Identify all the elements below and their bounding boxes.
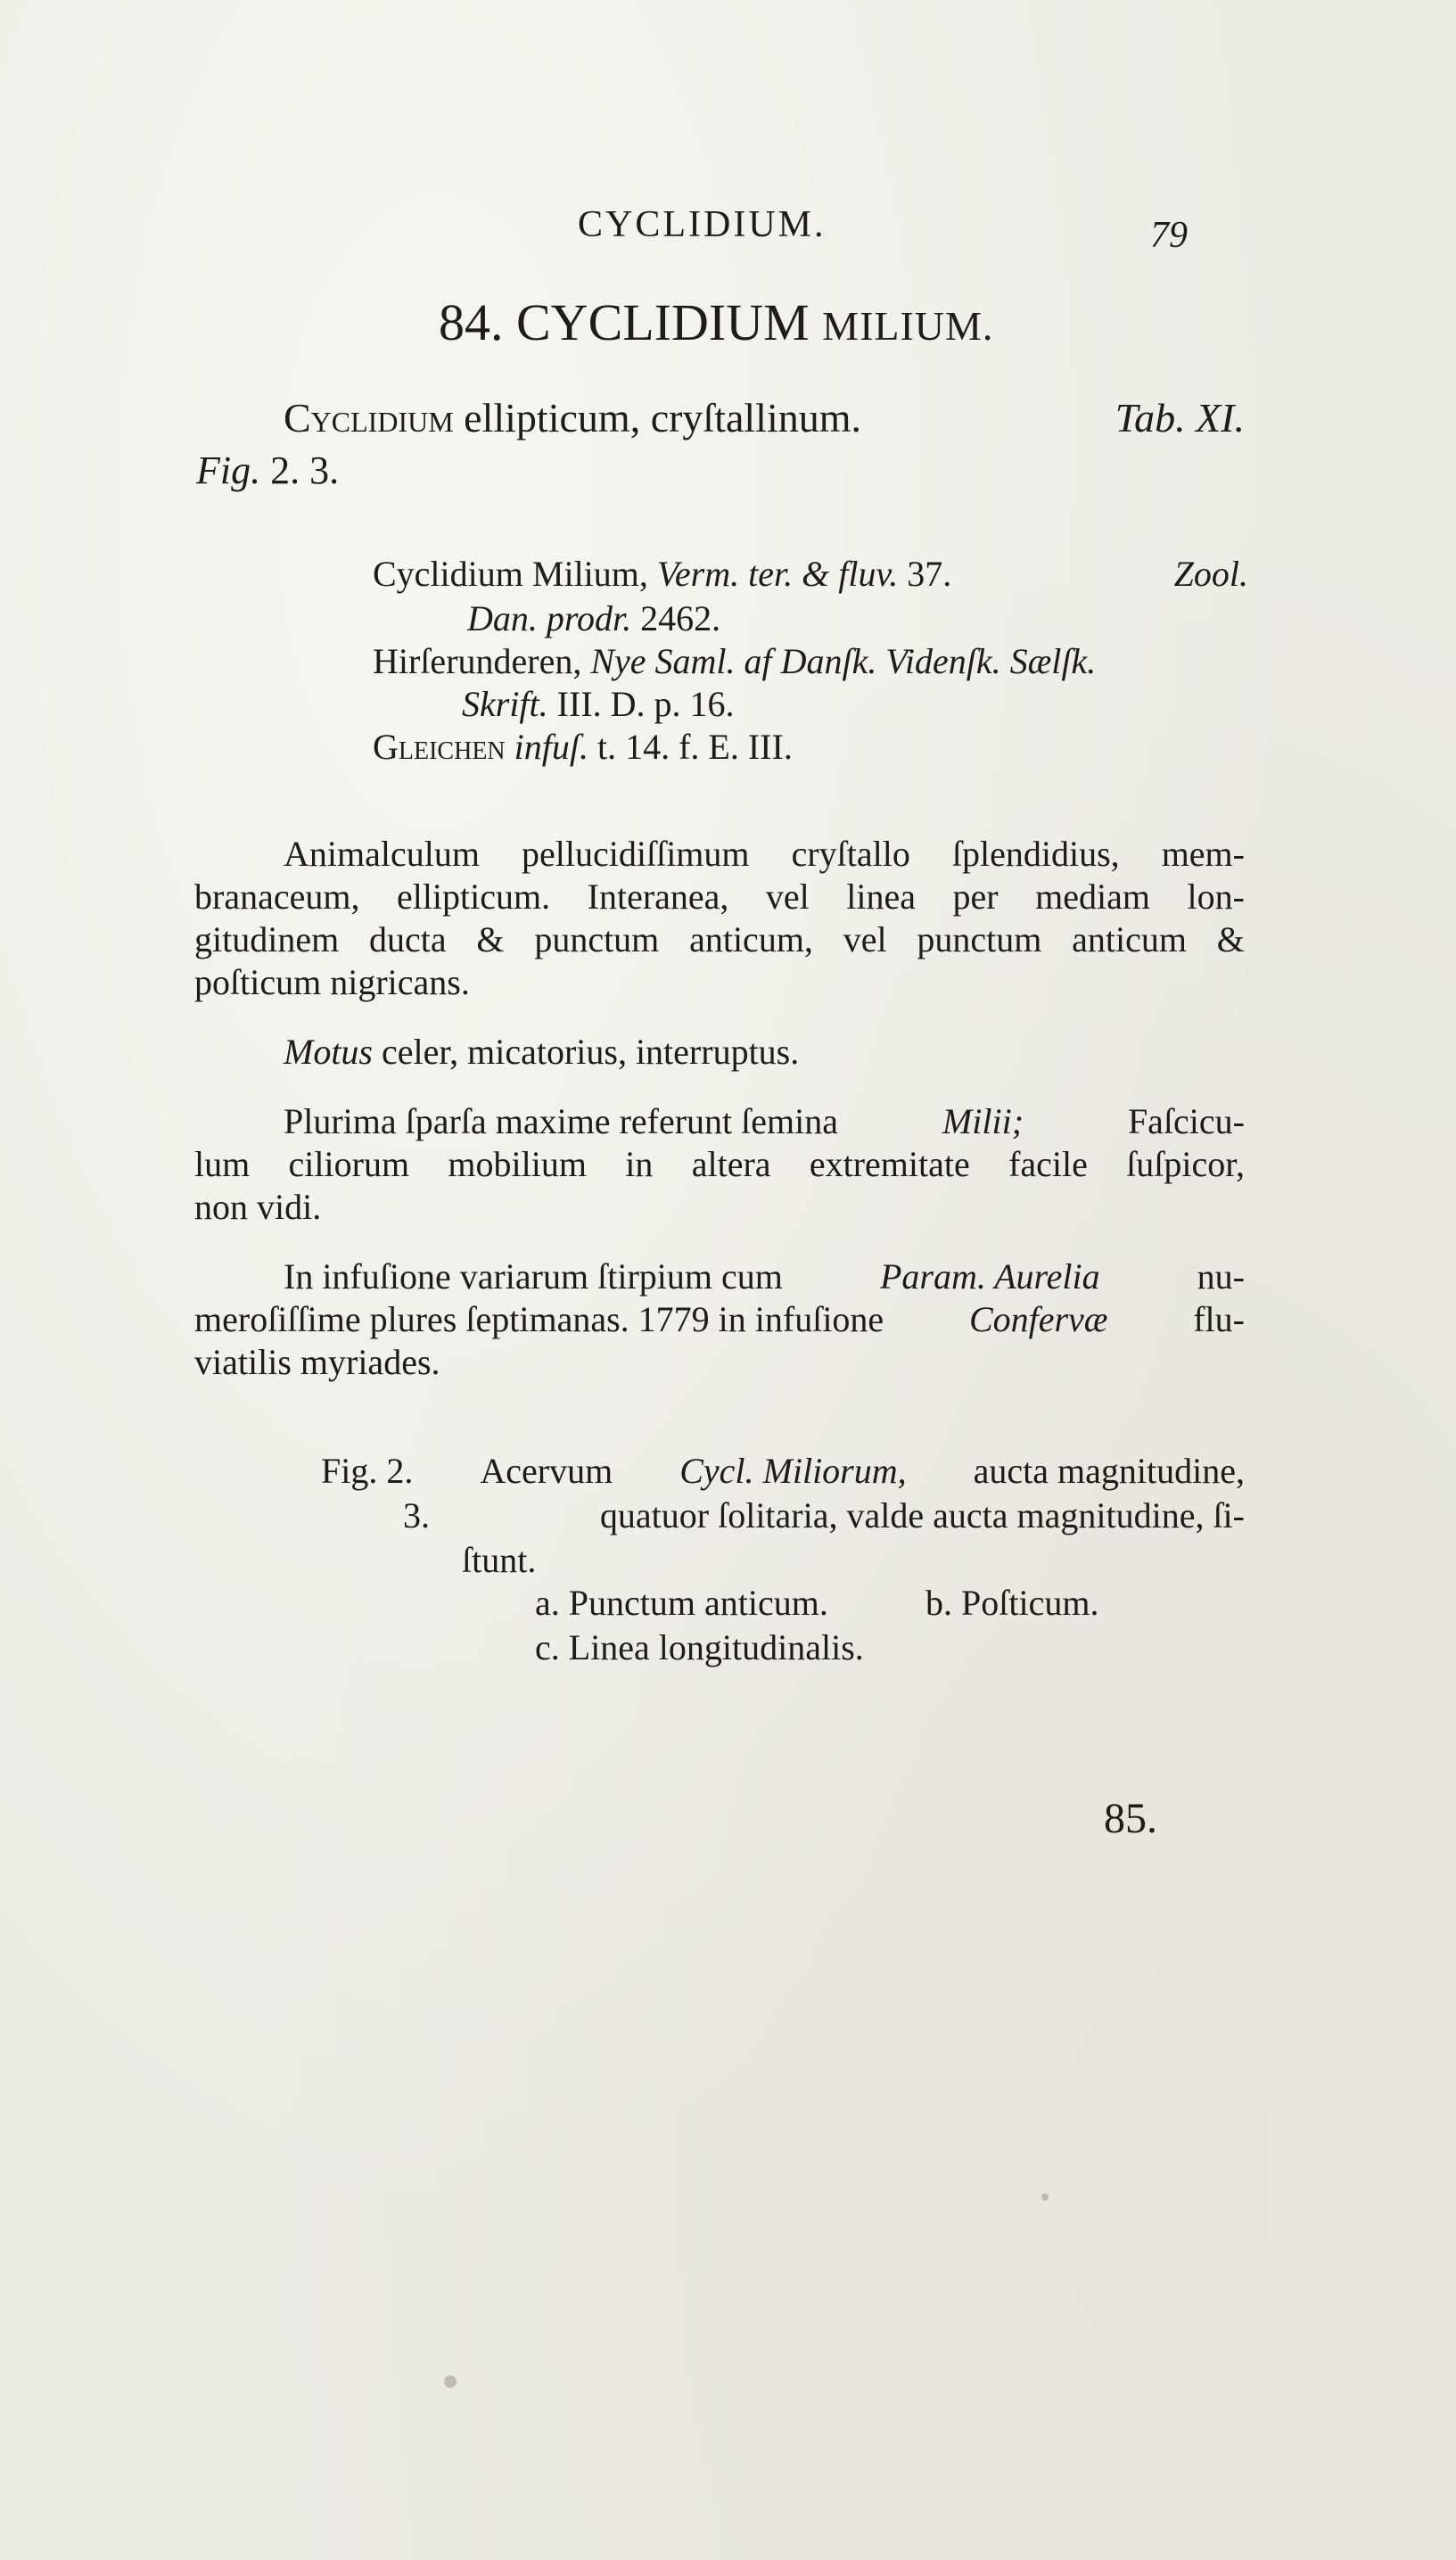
figure-key-b: b. Poſticum. xyxy=(925,1583,1099,1623)
species-title xyxy=(439,292,993,352)
synonym-3-rest: t. 14. f. E. III. xyxy=(596,727,793,767)
species-number: 84. xyxy=(439,293,504,351)
synonym-1-num: 37. xyxy=(907,554,952,594)
synonym-1 xyxy=(373,556,1248,592)
description-line: gitudinem ducta & punctum anticum, vel punctum anticum & xyxy=(194,919,1245,959)
synonym-3-work: infuſ. xyxy=(514,727,588,767)
species-epithet: MILIUM. xyxy=(822,303,994,349)
description-line: meroſiſſime plures ſeptimanas. 1779 in infuſione Confervæ flu- xyxy=(194,1299,1245,1339)
synonym-1b-work: Dan. prodr. xyxy=(467,598,632,638)
synonym-2b-rest: III. D. p. 16. xyxy=(556,684,735,724)
figure-3-num: 3. xyxy=(403,1495,430,1535)
paper-speck xyxy=(1041,2194,1049,2201)
synonym-2b-work: Skrift. xyxy=(462,684,548,724)
motus-text: celer, micatorius, interruptus. xyxy=(382,1032,800,1072)
catchword: 85. xyxy=(1104,1795,1157,1842)
diagnosis-fig-nums: 2. 3. xyxy=(270,449,340,492)
description-line: non vidi. xyxy=(194,1187,322,1227)
description-line: branaceum, ellipticum. Interanea, vel linea per mediam lon- xyxy=(194,877,1245,917)
figure-key-c: c. Linea longitudinalis. xyxy=(535,1627,864,1667)
synonym-1-cont xyxy=(467,598,721,638)
diagnosis-fig-label: Fig. xyxy=(196,449,261,492)
species-genus: CYCLIDIUM xyxy=(516,293,810,351)
motus-label: Motus xyxy=(284,1032,373,1072)
description-line: viatilis myriades. xyxy=(194,1342,440,1382)
diagnosis-line xyxy=(284,395,1245,440)
synonym-1-name: Cyclidium Milium, xyxy=(373,554,648,594)
description-line: poſticum nigricans. xyxy=(194,962,470,1002)
description-line: In infuſione variarum ſtirpium cum Param. Aurelia nu- xyxy=(284,1256,1245,1296)
synonym-3 xyxy=(373,729,793,765)
synonym-2 xyxy=(373,641,1097,681)
diagnosis-text: ellipticum, cryſtallinum. xyxy=(464,395,862,440)
synonym-1-work: Verm. ter. & fluv. xyxy=(656,554,899,594)
figure-key-a: a. Punctum anticum. xyxy=(535,1583,828,1623)
diagnosis-genus: Cyclidium xyxy=(284,395,454,440)
diagnosis-tab-ref: Tab. XI. xyxy=(1115,395,1245,440)
figure-3-line: 3. quatuor ſolitaria, valde aucta magnitudine, ſi- xyxy=(403,1495,1245,1535)
figure-3-cont: ſtunt. xyxy=(462,1540,537,1580)
synonym-2-cont xyxy=(462,684,735,724)
running-head: CYCLIDIUM. xyxy=(578,204,827,245)
description-line: Animalculum pellucidiſſimum cryſtallo ſplendidius, mem- xyxy=(284,834,1245,874)
description-line: Plurima ſparſa maxime referunt ſemina Milii; Faſcicu- xyxy=(284,1101,1245,1141)
page-number: 79 xyxy=(1150,215,1188,256)
figure-2-label: Fig. 2. xyxy=(321,1451,414,1491)
figure-2-line: Fig. 2. Acervum Cycl. Miliorum, aucta magnitudine, xyxy=(321,1451,1245,1491)
description-line: lum ciliorum mobilium in altera extremitate facile ſuſpicor, xyxy=(194,1144,1245,1184)
synonym-1b-num: 2462. xyxy=(640,598,721,638)
diagnosis-fig-ref xyxy=(196,451,339,490)
synonym-1-zool: Zool. xyxy=(1173,554,1248,594)
synonym-2-name: Hirſerunderen, xyxy=(373,641,582,681)
synonym-3-name: Gleichen xyxy=(373,727,506,767)
paper-speck xyxy=(444,2375,457,2388)
motus-line xyxy=(284,1034,799,1070)
synonym-2-work: Nye Saml. af Danſk. Videnſk. Sælſk. xyxy=(590,641,1097,681)
